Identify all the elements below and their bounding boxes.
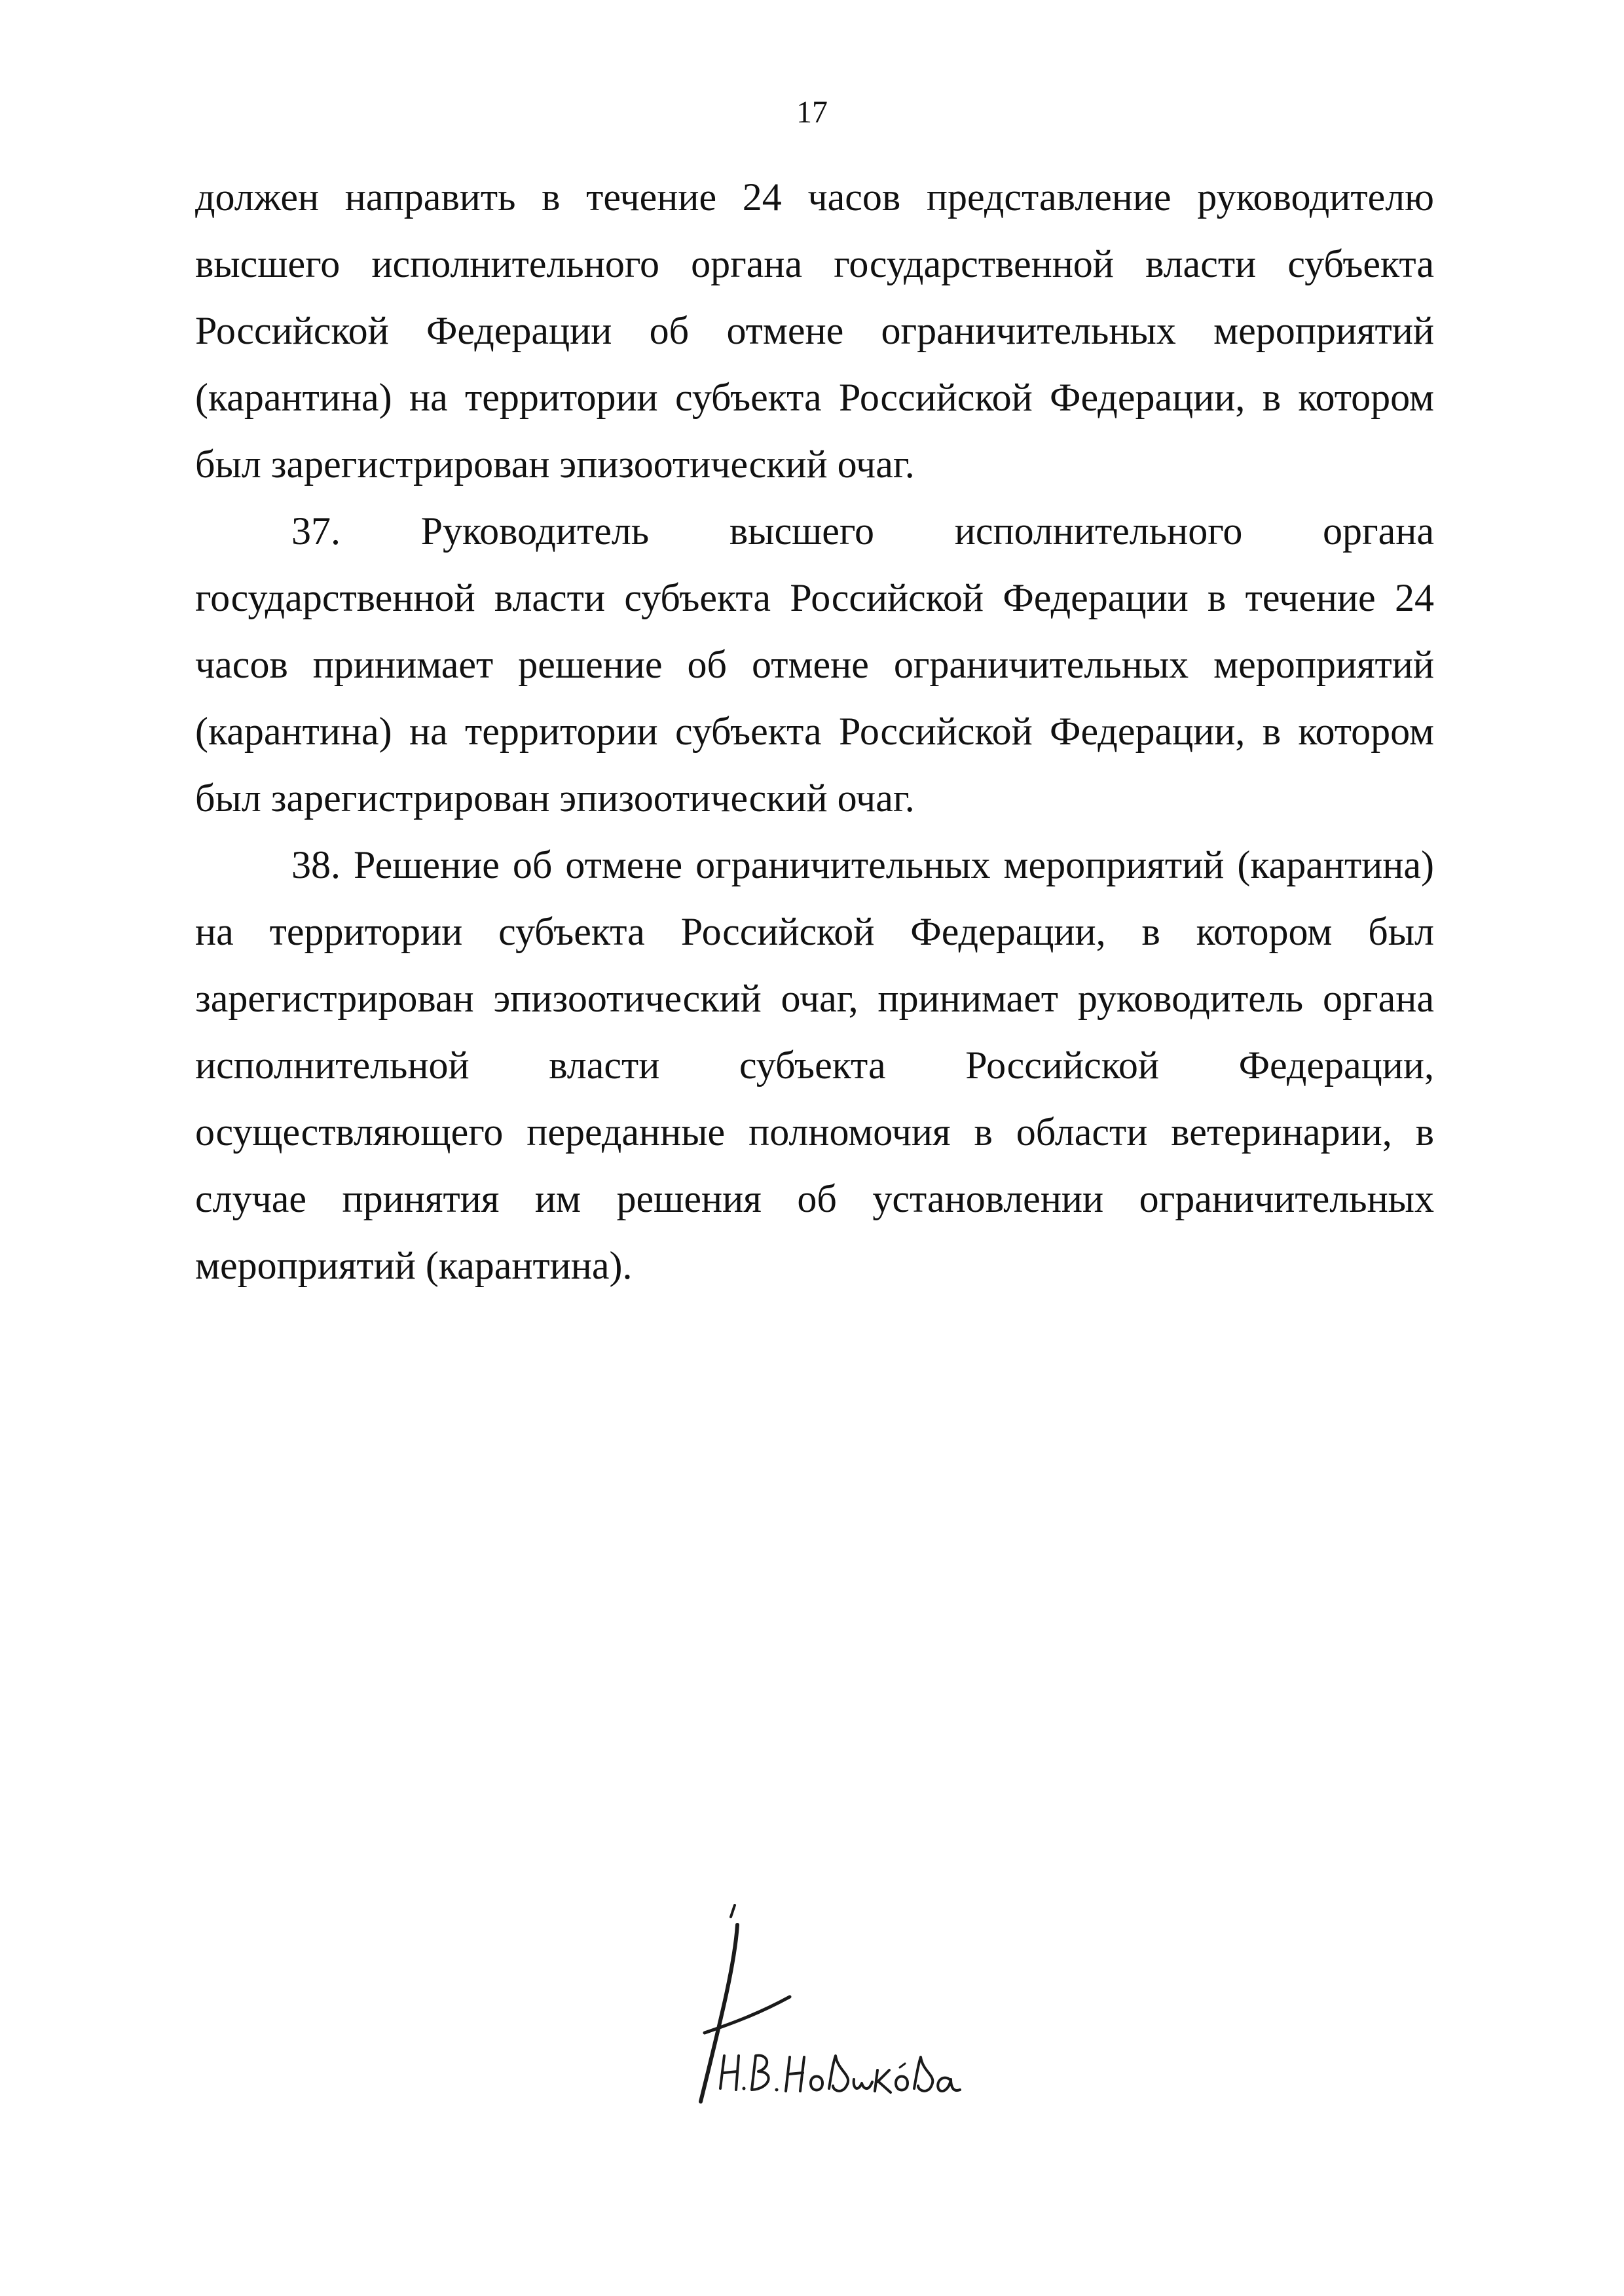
page-number: 17 (796, 95, 828, 130)
paragraph-continued: должен направить в течение 24 часов представление руководителю высшего исполнительного органа государственной власти субъекта Российской Федерации об отмене ограничительных мероприятий (карантина) на территории субъекта Российской Федерации, в котором был зарегистрирован эпизоотический очаг. (195, 175, 1434, 486)
document-body (195, 164, 1434, 1299)
paragraph-37: 37. Руководитель высшего исполнительного органа государственной власти субъекта Российской Федерации в течение 24 часов принимает решение об отмене ограничительных мероприятий (карантина) на территории субъекта Российской Федерации, в котором был зарегистрирован эпизоотический очаг. (195, 509, 1434, 820)
signature-graphic (661, 1892, 963, 2108)
handwritten-signature (661, 1892, 963, 2108)
paragraph-38: 38. Решение об отмене ограничительных мероприятий (карантина) на территории субъекта Российской Федерации, в котором был зарегистрирован эпизоотический очаг, принимает руководитель органа исполнительной власти субъекта Российской Федерации, осуществляющего переданные полномочия в области ветеринарии, в случае принятия им решения об установлении ограничительных мероприятий (карантина). (195, 843, 1434, 1287)
